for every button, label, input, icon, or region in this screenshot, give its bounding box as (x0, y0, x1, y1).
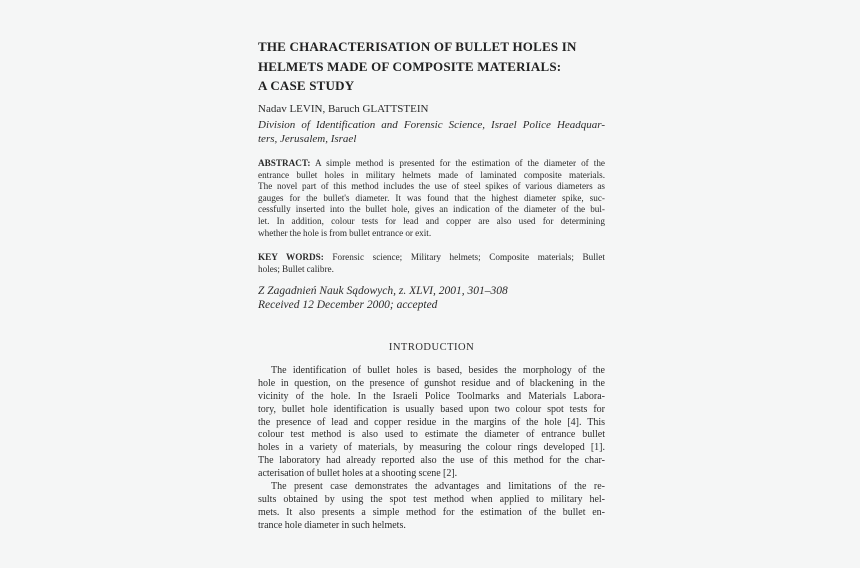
text-line: holes; Bullet calibre. (258, 263, 334, 274)
text-line: sults obtained by using the spot test method when applied to military hel- (258, 493, 605, 505)
text-line: Division of Identification and Forensic Science, Israel Police Headquar- (258, 119, 605, 131)
text-line: A CASE STUDY (258, 78, 355, 93)
text-line: ters, Jerusalem, Israel (258, 132, 357, 145)
text-line: The novel part of this method includes the use of steel spikes of various diameters as (258, 181, 605, 192)
text-line: THE CHARACTERISATION OF BULLET HOLES IN (258, 39, 577, 54)
text-line: HELMETS MADE OF COMPOSITE MATERIALS: (258, 58, 562, 74)
journal-citation-line: Z Zagadnień Nauk Sądowych, z. XLVI, 2001, 301–308 (258, 285, 508, 297)
keywords-body-lines (258, 264, 605, 276)
abstract-section (258, 158, 605, 239)
text-line: acterisation of bullet holes at a shooting scene [2]. (258, 468, 458, 480)
text-line: the presence of lead and copper residue in the margins of the hole [4]. This (258, 416, 605, 428)
affiliation (258, 119, 605, 146)
text-line: The present case demonstrates the advantages and limitations of the re- (271, 481, 605, 492)
text-line: let. In addition, colour tests for lead and copper are also used for determining (258, 215, 605, 226)
text-line: The identification of bullet holes is based, besides the morphology of the (271, 365, 605, 376)
text-line: whether the hole is from bullet entrance or exit. (258, 227, 432, 238)
text-line: entrance bullet holes in military helmets made of laminated composite materials. (258, 169, 605, 180)
received-date-line: Received 12 December 2000; accepted (258, 299, 438, 311)
text-line: gauges for the bullet's diameter. It was found that the highest diameter spike, suc- (258, 192, 605, 203)
keywords-opening-text: Forensic science; Military helmets; Composite materials; Bullet (332, 252, 605, 262)
text-line: The laboratory had already reported also the use of this method for the char- (258, 455, 605, 467)
keywords-opening-line (258, 252, 605, 264)
keywords-label: KEY WORDS: (258, 252, 324, 262)
abstract-label: ABSTRACT: (258, 158, 311, 168)
text-line: holes in a variety of materials, by measuring the colour rings developed [1]. (258, 442, 605, 454)
abstract-opening-text: A simple method is presented for the estimation of the diameter of the (314, 158, 605, 168)
text-line: hole in question, on the presence of gunshot residue and of blackening in the (258, 377, 605, 389)
text-line: vicinity of the hole. In the Israeli Police Toolmarks and Materials Labora- (258, 390, 605, 402)
intro-paragraph-2 (258, 481, 605, 533)
text-line: cessfully inserted into the bullet hole, gives an indication of the diameter of the bul- (258, 204, 605, 215)
authors-line: Nadav LEVIN, Baruch GLATTSTEIN (258, 103, 429, 115)
abstract-body-lines (258, 170, 605, 240)
paper-title (258, 37, 605, 96)
text-line: trance hole diameter in such helmets. (258, 519, 406, 531)
keywords-section (258, 252, 605, 275)
abstract-opening-line (258, 158, 605, 170)
text-line: tory, bullet hole identification is usually based upon two colour spot tests for (258, 403, 605, 415)
text-line: colour test method is also used to estimate the diameter of entrance bullet (258, 429, 605, 441)
text-line: mets. It also presents a simple method for the estimation of the bullet en- (258, 506, 605, 518)
text-column (258, 0, 605, 568)
introduction-heading: INTRODUCTION (388, 342, 475, 353)
intro-paragraph-1 (258, 365, 605, 481)
